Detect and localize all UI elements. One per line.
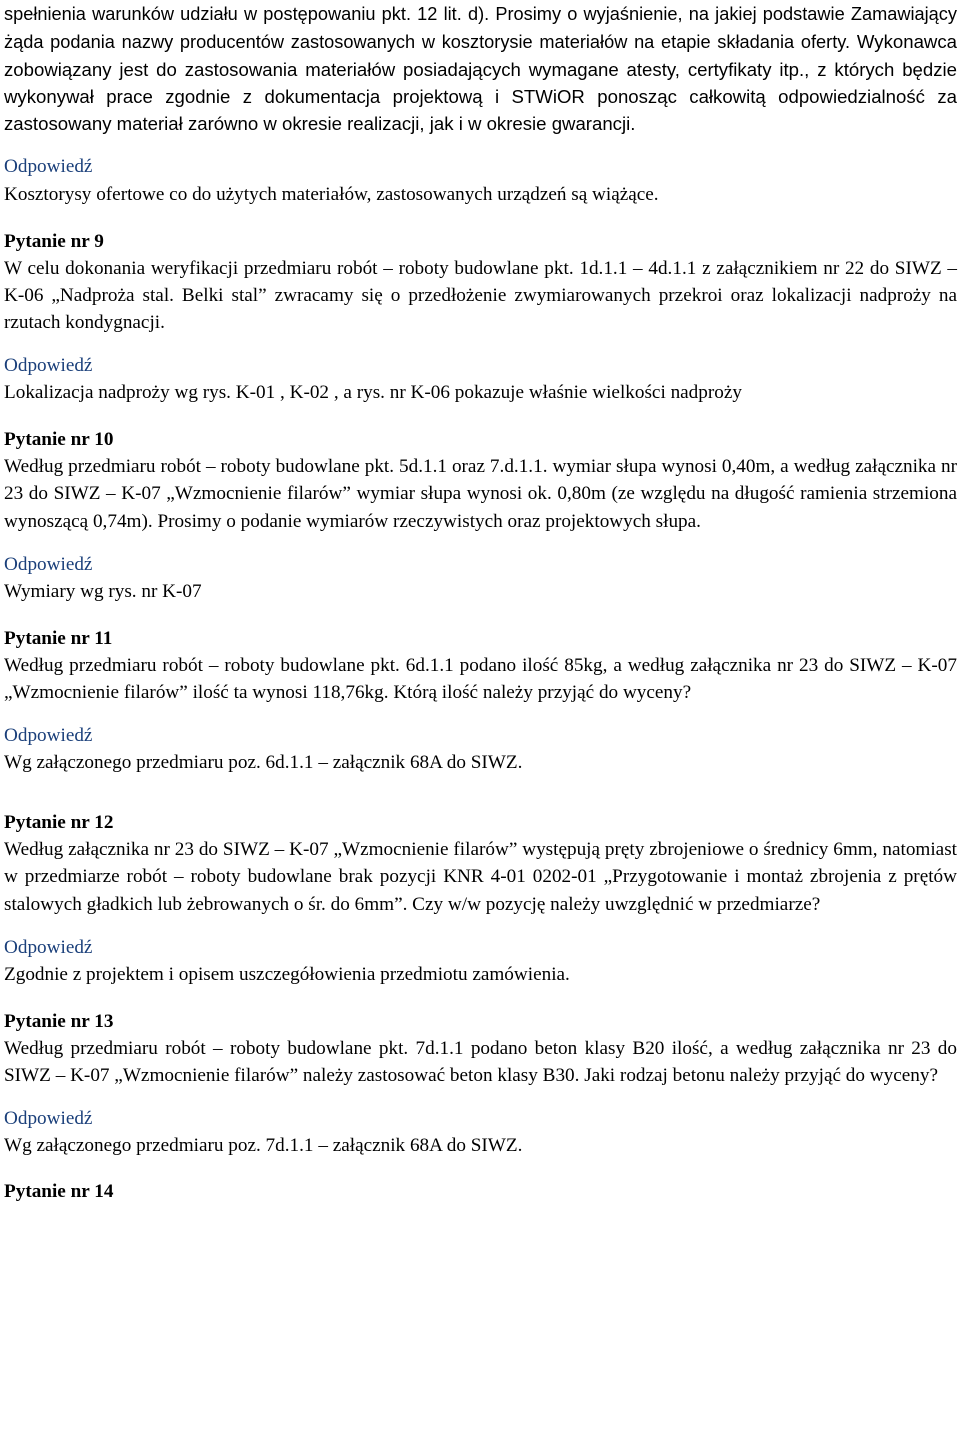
- question-text-10: Według przedmiaru robót – roboty budowlane pkt. 5d.1.1 oraz 7.d.1.1. wymiar słupa wynosi 0,40m, a według załącznika nr 23 do SIWZ – K-07 „Wzmocnienie filarów” wymiar słupa wynosi ok. 0,80m (ze względu na długość ramienia strzemiona wynoszącą 0,74m). Prosimy o podanie wymiarów rzeczywistych oraz projektowych słupa.: [4, 456, 957, 532]
- question-title-12: Pytanie nr 12: [4, 812, 114, 834]
- answer-label-11: Odpowiedź: [4, 725, 93, 747]
- question-title-10: Pytanie nr 10: [4, 429, 114, 451]
- intro-paragraph: [4, 0, 957, 137]
- answer-label-10: Odpowiedź: [4, 553, 93, 575]
- intro-text-part-2: Wykonawca zobowiązany jest do zastosowania materiałów posiadających wymagane atesty, certyfikaty itp., z których będzie wykonywał prace zgodnie z dokumentacja projektową i STWiOR ponosząc całkowitą odpowiedzialność za zastosowany materiał zarówno w okresie realizacji, jak i w okresie gwarancji.: [4, 31, 957, 135]
- question-title-13: Pytanie nr 13: [4, 1010, 114, 1032]
- document-page: [4, 0, 957, 1205]
- answer-label-12: Odpowiedź: [4, 936, 93, 958]
- question-title-14: Pytanie nr 14: [4, 1181, 114, 1203]
- question-title-11: Pytanie nr 11: [4, 627, 113, 649]
- question-text-13: Według przedmiaru robót – roboty budowlane pkt. 7d.1.1 podano beton klasy B20 ilość, a według załącznika nr 23 do SIWZ – K-07 „Wzmocnienie filarów” należy zastosować beton klasy B30. Jaki rodzaj betonu należy przyjąć do wyceny?: [4, 1037, 957, 1086]
- intro-text-part-1: spełnienia warunków udziału w postępowaniu pkt. 12 lit. d). Prosimy o wyjaśnienie, na jakiej podstawie Zamawiający żąda podania nazwy producentów zastosowanych w kosztorysie materiałów na etapie składania oferty.: [4, 4, 957, 53]
- answer-label-13: Odpowiedź: [4, 1108, 93, 1130]
- question-title-9: Pytanie nr 9: [4, 230, 104, 252]
- question-text-12: Według załącznika nr 23 do SIWZ – K-07 „Wzmocnienie filarów” występują pręty zbrojeniowe o średnicy 6mm, natomiast w przedmiarze robót – roboty budowlane brak pozycji KNR 4-01 0202-01 „Przygotowanie i montaż zbrojenia z prętów stalowych gładkich lub żebrowanych o śr. do 6mm”. Czy w/w pozycję należy uwzględnić w przedmiarze?: [4, 839, 957, 915]
- answer-text-11: Wg załączonego przedmiaru poz. 6d.1.1 – załącznik 68A do SIWZ.: [4, 752, 523, 774]
- question-text-9: W celu dokonania weryfikacji przedmiaru robót – roboty budowlane pkt. 1d.1.1 – 4d.1.1 z załącznikiem nr 22 do SIWZ – K-06 „Nadproża stal. Belki stal” zwracamy się o przedłożenie zwymiarowanych przekroi oraz lokalizacji nadproży na rzutach kondygnacji.: [4, 257, 957, 333]
- answer-text-13: Wg załączonego przedmiaru poz. 7d.1.1 – załącznik 68A do SIWZ.: [4, 1135, 523, 1157]
- answer-label-9: Odpowiedź: [4, 355, 93, 377]
- answer-text-9: Lokalizacja nadproży wg rys. K-01 , K-02 , a rys. nr K-06 pokazuje właśnie wielkości nadproży: [4, 382, 742, 404]
- question-text-11: Według przedmiaru robót – roboty budowlane pkt. 6d.1.1 podano ilość 85kg, a według załącznika nr 23 do SIWZ – K-07 „Wzmocnienie filarów” ilość ta wynosi 118,76kg. Którą ilość należy przyjąć do wyceny?: [4, 654, 957, 703]
- answer-text-10: Wymiary wg rys. nr K-07: [4, 580, 202, 602]
- answer-text-8: Kosztorysy ofertowe co do użytych materiałów, zastosowanych urządzeń są wiążące.: [4, 183, 659, 205]
- answer-text-12: Zgodnie z projektem i opisem uszczegółowienia przedmiotu zamówienia.: [4, 963, 570, 985]
- answer-label-8: Odpowiedź: [4, 156, 93, 178]
